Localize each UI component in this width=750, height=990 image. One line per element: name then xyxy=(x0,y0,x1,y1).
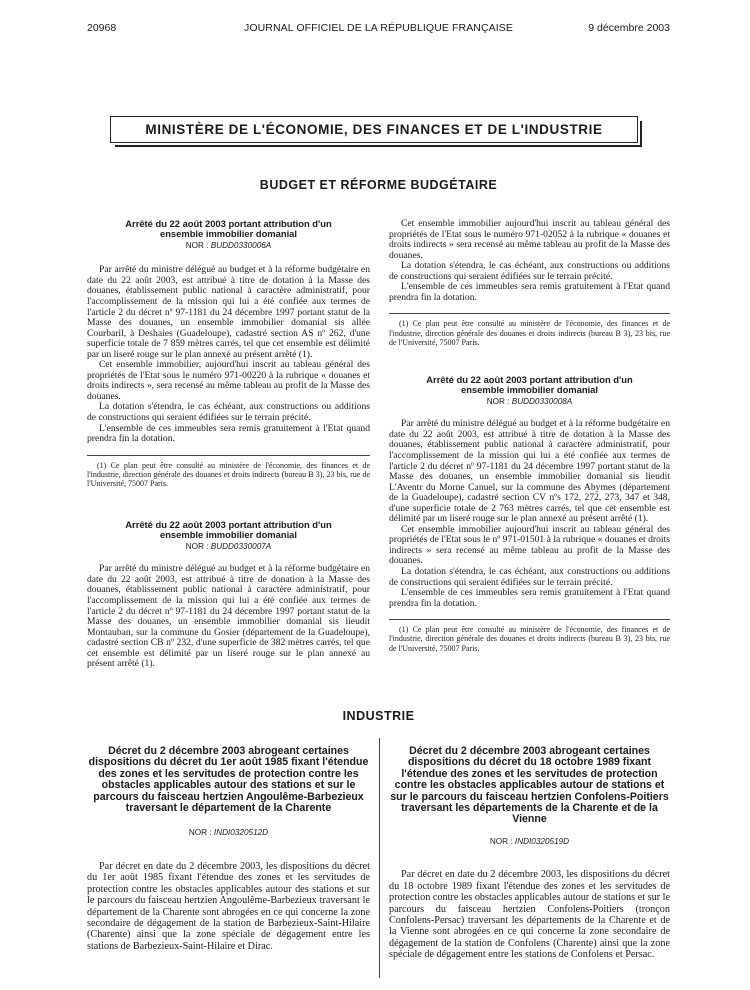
decret-1 xyxy=(87,746,370,952)
decret-2 xyxy=(389,746,670,961)
arrete-1-nor xyxy=(87,241,370,252)
arrete-2-para-3: La dotation s'étendra, le cas échéant, aux constructions ou additions de constructions qui seraient édifiées sur le terrain précité. xyxy=(389,260,670,282)
decret-2-title: Décret du 2 décembre 2003 abrogeant certaines dispositions du décret du 18 octobre 1989 fixant l'étendue des zones et les servitudes de protection contre les obstacles applicables autour de stations et sur le parcours du faisceau hertzien Confolens-Poitiers traversant les départements de la Charente et de la Vienne xyxy=(390,745,669,826)
arrete-1-para-3: La dotation s'étendra, le cas échéant, aux constructions ou additions de constructions qui seraient édifiées sur le terrain précité. xyxy=(87,401,370,424)
arrete-2 xyxy=(87,520,370,670)
journal-name: JOURNAL OFFICIEL DE LA RÉPUBLIQUE FRANÇAISE xyxy=(244,22,513,34)
arrete-3-nor xyxy=(389,397,670,408)
nor-code: INDI0320519D xyxy=(514,836,570,846)
nor-label: NOR : xyxy=(489,836,513,846)
arrete-1-para-2: Cet ensemble immobilier, aujourd'hui inscrit au tableau général des propriétés de l'Etat sous le numéro 971-00220 à la rubrique « douanes et droits indirects », sera recensé au même tableau au profit de la Masse des douanes. xyxy=(87,359,370,402)
arrete-3-footnote: (1) Ce plan peut être consulté au ministère de l'économie, des finances et de l'industrie, direction générale des douanes et droits indirects (bureau B 3), 23 bis, rue de l'Université, 75007 Paris. xyxy=(389,625,670,653)
arrete-1 xyxy=(87,219,370,488)
arrete-2-nor xyxy=(87,542,370,553)
ministry-title: MINISTÈRE DE L'ÉCONOMIE, DES FINANCES ET DE L'INDUSTRIE xyxy=(110,116,638,143)
arrete-3-para-2: Cet ensemble immobilier aujourd'hui inscrit au tableau général des propriétés de l'Etat sous le nº 971-01501 à la rubrique « douanes et droits indirects » sera recensé au même tableau au profit de la Masse des douanes. xyxy=(389,523,670,567)
nor-code: INDI0320512D xyxy=(213,828,269,838)
decret-2-nor xyxy=(389,837,670,848)
decret-2-para-1: Par décret en date du 2 décembre 2003, les dispositions du décret du 18 octobre 1989 fixant l'étendue des zones et les servitudes de protection contre les obstacles applicables autour de stations et sur le parcours du faisceau hertzien Confolens-Poitiers (tronçon Confolens-Persac) traversant les départements de la Charente et de la Vienne sont abrogées en ce qui concerne la zone secondaire de dégagement de la station de Confolens (Charente) ainsi que la zone spéciale de dégagement entre les stations de Confolens et Persac. xyxy=(389,869,670,961)
page-header xyxy=(87,22,670,36)
arrete-2-continued xyxy=(389,219,670,347)
column-divider xyxy=(379,738,380,978)
decret-1-para-1: Par décret en date du 2 décembre 2003, les dispositions du décret du 1er août 1985 fixant l'étendue des zones et les servitudes de protection contre les obstacles applicables autour des stations et sur le parcours du faisceau hertzien Angoulême-Barbezieux traversant le département de la Charente sont abrogées en ce qui concerne la zone secondaire de dégagement de la station de Barbezieux-Saint-Hilaire (Charente) ainsi que la zone spéciale de dégagement entre les stations de Barbezieux-Saint-Hilaire et Dirac. xyxy=(87,860,370,952)
nor-label: NOR : xyxy=(185,541,209,551)
arrete-2-para-4: L'ensemble de ces immeubles sera remis gratuitement à l'Etat quand prendra fin la dotation. xyxy=(389,281,670,303)
arrete-1-footnote: (1) Ce plan peut être consulté au ministère de l'économie, des finances et de l'industrie, direction générale des douanes et droits indirects (bureau B 3), 23 bis, rue de l'Université, 75007 Paris. xyxy=(87,460,370,489)
decret-1-title: Décret du 2 décembre 2003 abrogeant certaines dispositions du décret du 1er août 1985 fixant l'étendue des zones et les servitudes de protection contre les obstacles applicables autour des stations et sur le parcours du faisceau hertzien Angoulême-Barbezieux traversant le département de la Charente xyxy=(88,745,369,815)
nor-code: BUDD0330006A xyxy=(210,240,272,250)
nor-code: BUDD0330007A xyxy=(210,541,272,551)
nor-label: NOR : xyxy=(185,240,209,250)
page-number: 20968 xyxy=(87,22,117,34)
nor-label: NOR : xyxy=(188,828,212,838)
arrete-3-para-3: La dotation s'étendra, le cas échéant, aux constructions ou additions de constructions qui seraient édifiées sur le terrain précité. xyxy=(389,566,670,588)
nor-label: NOR : xyxy=(486,396,510,406)
arrete-3 xyxy=(389,375,670,653)
arrete-1-title: Arrêté du 22 août 2003 portant attribution d'un ensemble immobilier domanial xyxy=(125,218,332,240)
arrete-3-para-4: L'ensemble de ces immeubles sera remis gratuitement à l'Etat quand prendra fin la dotation. xyxy=(389,587,670,609)
header-date: 9 décembre 2003 xyxy=(588,22,670,34)
arrete-1-para-1: Par arrêté du ministre délégué au budget et à la réforme budgétaire en date du 22 août 2003, est attribué à titre de dotation à la Masse des douanes, établissement public national à caractère administratif, pour l'accomplissement de la mission qui lui a été confiée aux termes de l'article 2 du décret nº 97-1181 du 24 décembre 1997 portant statut de la Masse des douanes, un ensemble immobilier domanial sis allée Courbaril, à Deshaies (Guadeloupe), cadastré section AS nº 262, d'une superficie totale de 7 859 mètres carrés, tel que cet ensemble est délimité par un liseré rouge sur le plan annexé au présent arrêté (1). xyxy=(87,264,370,360)
arrete-3-para-1: Par arrêté du ministre délégué au budget et à la réforme budgétaire en date du 22 août 2003, est attribué à titre de dotation à la Masse des douanes, établissement public national à caractère administratif, pour l'accomplissement de la mission qui lui a été confiée aux termes de l'article 2 du décret nº 97-1181 du 24 décembre 1997 portant statut de la Masse des douanes, un ensemble immobilier domanial sis lieudit L'Aventr du Morne Canuel, sur la commune des Abymes (département de la Guadeloupe), cadastré section CV nºs 172, 272, 273, 347 et 348, d'une superficie totale de 2 763 mètres carrés, tel que cet ensemble est délimité par un liseré rouge sur le plan annexé au présent arrêté (1). xyxy=(389,418,670,525)
arrete-2-title: Arrêté du 22 août 2003 portant attribution d'un ensemble immobilier domanial xyxy=(125,519,332,541)
arrete-1-para-4: L'ensemble de ces immeubles sera remis gratuitement à l'Etat quand prendra fin la dotation. xyxy=(87,422,370,445)
section-title-industrie: INDUSTRIE xyxy=(342,709,415,723)
nor-code: BUDD0330008A xyxy=(511,396,573,406)
arrete-2-para-1: Par arrêté du ministre délégué au budget et à la réforme budgétaire en date du 22 août 2003, est attribué à titre de donation à la Masse des douanes, établissement public national à caractère administratif, pour l'accomplissement de la mission qui lui a été confiée aux termes de l'article 2 du décret nº 97-1181 du 24 décembre 1997 portant statut de la Masse des douanes, un ensemble immobilier domanial sis lieudit Montauban, sur la commune du Gosier (département de la Guadeloupe), cadastré section CB nº 232, d'une superficie de 382 mètres carrés, tel que cet ensemble est délimité par un liseré rouge sur le plan annexé au présent arrêté (1). xyxy=(87,563,370,670)
decret-1-nor xyxy=(87,828,370,839)
arrete-2-footnote: (1) Ce plan peut être consulté au ministère de l'économie, des finances et de l'industrie, direction générale des douanes et droits indirects (bureau B 3), 23 bis, rue de l'Université, 75007 Paris. xyxy=(389,319,670,347)
arrete-3-title: Arrêté du 22 août 2003 portant attribution d'un ensemble immobilier domanial xyxy=(426,374,633,396)
section-title-budget: BUDGET ET RÉFORME BUDGÉTAIRE xyxy=(259,178,498,192)
arrete-2-para-2: Cet ensemble immobilier aujourd'hui inscrit au tableau général des propriétés de l'Etat sous le numéro 971-02052 à la rubrique « douanes et droits indirects » sera recensé au même tableau au profit de la Masse des douanes. xyxy=(389,218,670,261)
